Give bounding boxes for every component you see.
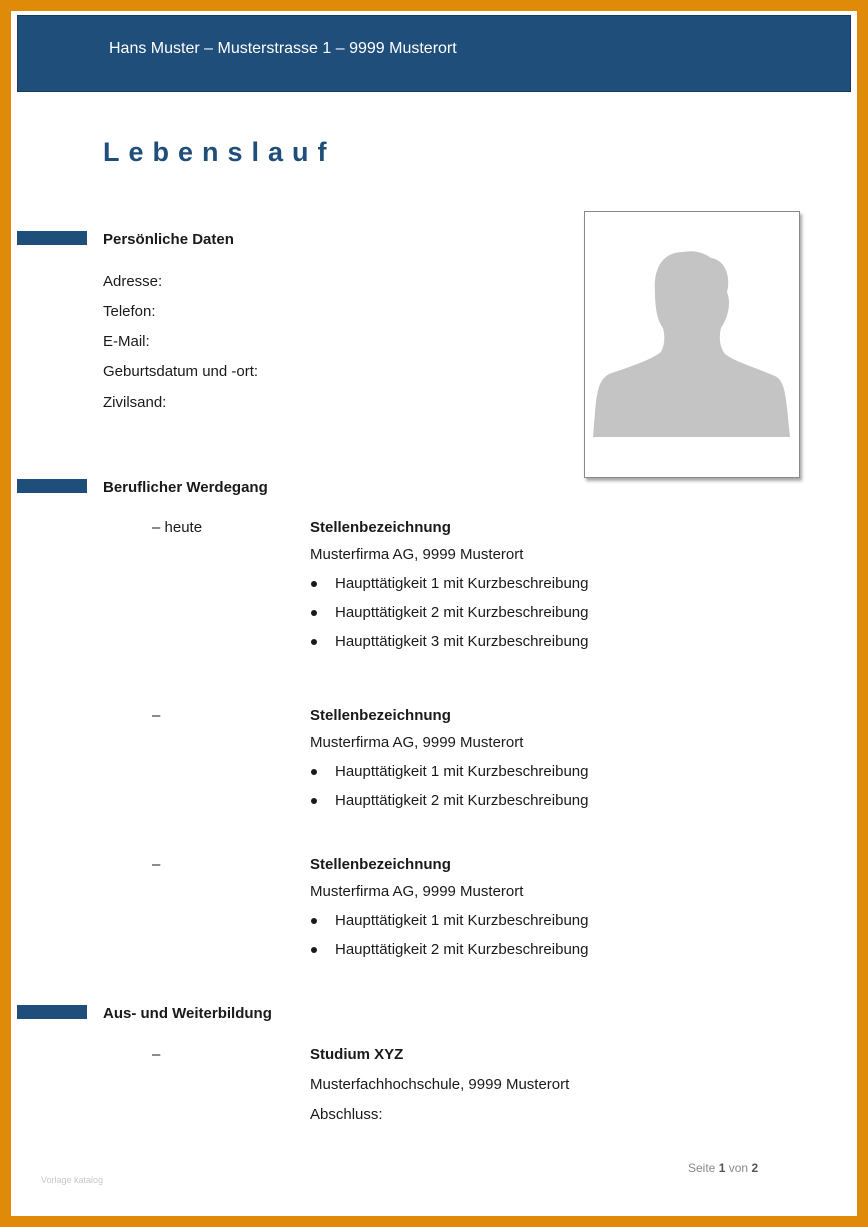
section-heading-career: Beruflicher Werdegang [103, 479, 268, 496]
footer-watermark: Vorlage katalog [41, 1175, 104, 1185]
career-entry-company: Musterfirma AG, 9999 Musterort [310, 546, 524, 563]
section-heading-education: Aus- und Weiterbildung [103, 1005, 272, 1022]
document-title: Lebenslauf [103, 137, 336, 167]
career-entry-date: – heute [152, 519, 203, 536]
section-marker-education [17, 1005, 87, 1019]
career-entry-date: – [152, 707, 161, 724]
label-phone: Telefon: [103, 303, 156, 320]
person-silhouette-icon [585, 212, 799, 477]
section-marker-career [17, 479, 87, 493]
document-page [11, 11, 857, 1216]
label-address: Adresse: [103, 273, 163, 290]
career-entry-company: Musterfirma AG, 9999 Musterort [310, 883, 524, 900]
career-entry-bullet: Haupttätigkeit 2 mit Kurzbeschreibung [335, 604, 588, 621]
education-entry-title: Studium XYZ [310, 1046, 404, 1063]
career-entry-title: Stellenbezeichnung [310, 707, 451, 724]
education-entry-degree: Abschluss: [310, 1106, 383, 1123]
header-contact-line: Hans Muster – Musterstrasse 1 – 9999 Musterort [109, 40, 457, 57]
label-civil-status: Zivilsand: [103, 394, 167, 411]
career-entry-title: Stellenbezeichnung [310, 856, 451, 873]
label-birth: Geburtsdatum und -ort: [103, 363, 259, 380]
education-entry-date: – [152, 1046, 161, 1063]
section-heading-personal: Persönliche Daten [103, 231, 234, 248]
career-entry-date: – [152, 856, 161, 873]
career-entry-title: Stellenbezeichnung [310, 519, 451, 536]
career-entry-bullet: Haupttätigkeit 2 mit Kurzbeschreibung [335, 792, 588, 809]
header-band [17, 15, 851, 92]
label-email: E-Mail: [103, 333, 150, 350]
career-entry-bullet: Haupttätigkeit 3 mit Kurzbeschreibung [335, 633, 588, 650]
career-entry-bullet: Haupttätigkeit 1 mit Kurzbeschreibung [335, 575, 588, 592]
page-number: Seite 1 von 2 [688, 1161, 759, 1175]
photo-placeholder [584, 211, 800, 478]
career-entry-bullet: Haupttätigkeit 1 mit Kurzbeschreibung [335, 763, 588, 780]
career-entry-company: Musterfirma AG, 9999 Musterort [310, 734, 524, 751]
career-entry-bullet: Haupttätigkeit 1 mit Kurzbeschreibung [335, 912, 588, 929]
education-entry-school: Musterfachhochschule, 9999 Musterort [310, 1076, 570, 1093]
section-marker-personal [17, 231, 87, 245]
career-entry-bullet: Haupttätigkeit 2 mit Kurzbeschreibung [335, 941, 588, 958]
